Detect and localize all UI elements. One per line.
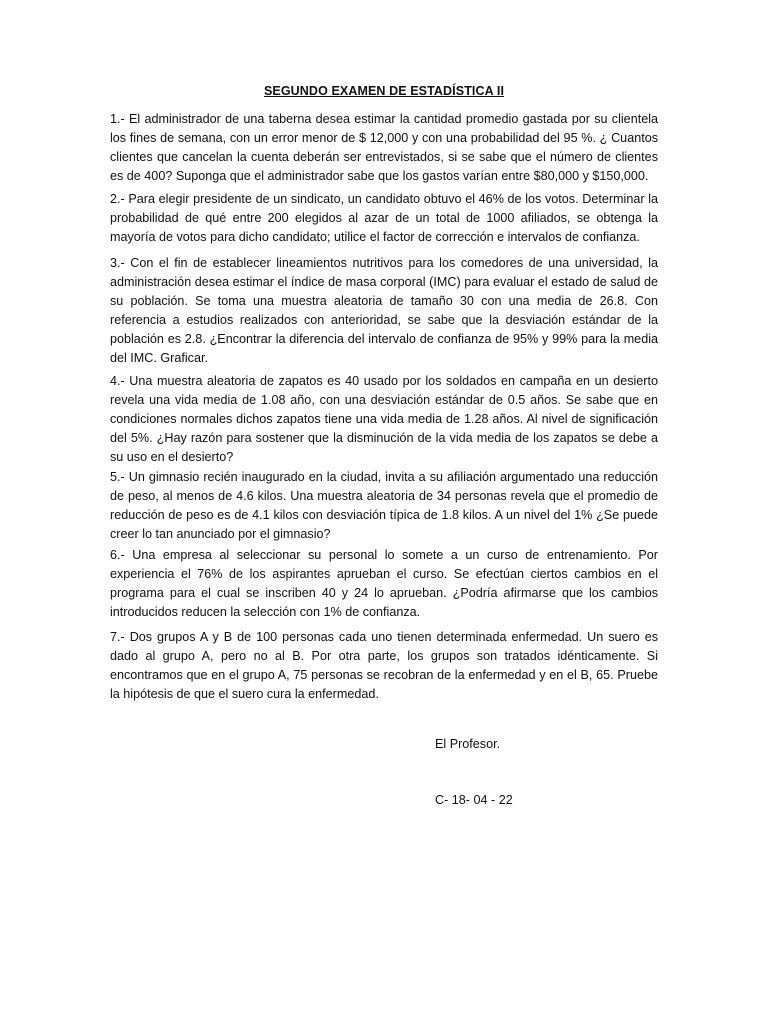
problem-text: Con el fin de establecer lineamientos nutritivos para los comedores de una universidad, la administración desea estimar el índice de masa corporal (IMC) para evaluar el estado de salud de su población. Se toma una muestra aleatoria de tamaño 30 con una media de 26.8. Con referencia a estudios realizados con anterioridad, se sabe que la desviación estándar de la población es 2.8. ¿Encontrar la diferencia del intervalo de confianza de 95% y 99% para la media del IMC. Graficar. <box>110 256 658 365</box>
problem-text: Una empresa al seleccionar su personal lo somete a un curso de entrenamiento. Por experiencia el 76% de los aspirantes aprueban el curso. Se efectúan ciertos cambios en el programa para el cual se inscriben 40 y 24 lo aprueban. ¿Podría afirmarse que los cambios introducidos reducen la selección con 1% de confianza. <box>110 548 658 619</box>
problem-text: El administrador de una taberna desea estimar la cantidad promedio gastada por su clientela los fines de semana, con un error menor de $ 12,000 y con una probabilidad del 95 %. ¿ Cuantos clientes que cancelan la cuenta deberán ser entrevistados, si se sabe que el número de clientes es de 400? Suponga que el administrador sabe que los gastos varían entre $80,000 y $150,000. <box>110 112 658 183</box>
problem-4 <box>110 372 658 467</box>
problem-5 <box>110 468 658 544</box>
problem-number: 1.- <box>110 112 125 126</box>
exam-code: C- 18- 04 - 22 <box>435 793 513 807</box>
problem-number: 7.- <box>110 630 125 644</box>
problem-2 <box>110 190 658 247</box>
problem-1 <box>110 110 658 186</box>
problem-text: Un gimnasio recién inaugurado en la ciudad, invita a su afiliación argumentado una reducción de peso, al menos de 4.6 kilos. Una muestra aleatoria de 34 personas revela que el promedio de reducción de peso es de 4.1 kilos con desviación típica de 1.8 kilos. A un nivel del 1% ¿Se puede creer lo tan anunciado por el gimnasio? <box>110 470 659 541</box>
problem-number: 5.- <box>110 470 125 484</box>
professor-signature: El Profesor. <box>435 737 501 751</box>
problem-text: Dos grupos A y B de 100 personas cada uno tienen determinada enfermedad. Un suero es dado al grupo A, pero no al B. Por otra parte, los grupos son tratados idénticamente. Si encontramos que en el grupo A, 75 personas se recobran de la enfermedad y en el B, 65. Pruebe la hipótesis de que el suero cura la enfermedad. <box>110 630 658 701</box>
exam-title: SEGUNDO EXAMEN DE ESTADÍSTICA II <box>263 84 505 98</box>
problem-text: Una muestra aleatoria de zapatos es 40 usado por los soldados en campaña en un desierto revela una vida media de 1.08 año, con una desviación estándar de 0.5 años. Se sabe que en condiciones normales dichos zapatos tiene una vida media de 1.28 años. Al nivel de significación del 5%. ¿Hay razón para sostener que la disminución de la vida media de los zapatos se debe a su uso en el desierto? <box>110 374 659 464</box>
problem-7 <box>110 628 658 704</box>
problem-number: 2.- <box>110 192 125 206</box>
problem-3 <box>110 254 658 368</box>
problem-number: 6.- <box>110 548 125 562</box>
problem-6 <box>110 546 658 622</box>
problem-number: 3.- <box>110 256 125 270</box>
problem-number: 4.- <box>110 374 125 388</box>
problem-text: Para elegir presidente de un sindicato, un candidato obtuvo el 46% de los votos. Determinar la probabilidad de qué entre 200 elegidos al azar de un total de 1000 afiliados, se obtenga la mayoría de votos para dicho candidato; utilice el factor de corrección e intervalos de confianza. <box>110 192 658 244</box>
